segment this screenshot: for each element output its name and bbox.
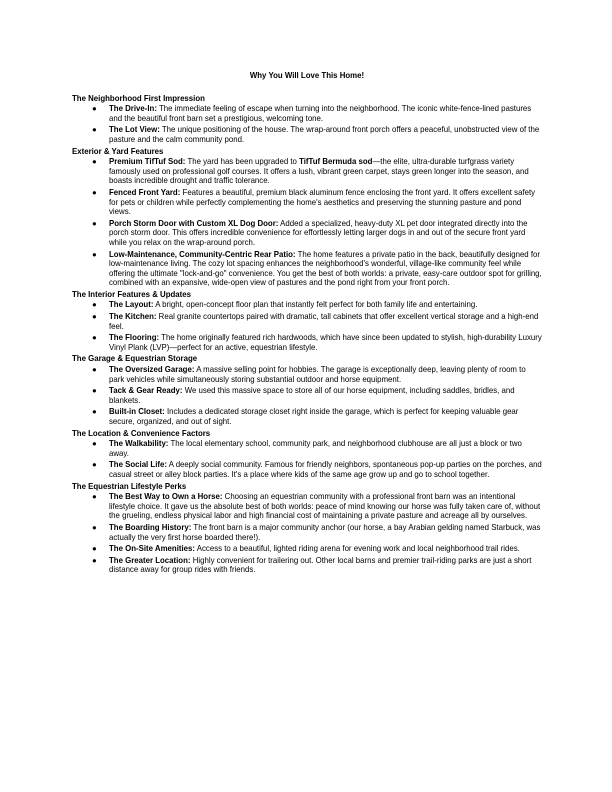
bullet-list xyxy=(72,157,542,288)
item-text: Added a specialized, heavy-duty XL pet door integrated directly into the porch storm door. This offers incredible convenience for effortlessly letting larger dogs in and out of the secure front yard while you relax on the wrap-around porch. xyxy=(109,218,528,247)
bullet-icon: ● xyxy=(92,544,97,554)
item-label: Built-in Closet: xyxy=(109,407,165,417)
section-heading: The Garage & Equestrian Storage xyxy=(72,354,198,364)
list-item xyxy=(72,492,542,521)
item-text: The local elementary school, community park, and neighborhood clubhouse are all just a block or two away. xyxy=(109,439,522,458)
bullet-list xyxy=(72,300,542,352)
item-text: A deeply social community. Famous for friendly neighbors, spontaneous pop-up parties on the porches, and casual street or alley block parties. It's a place where kids of the same age grow up and go to school together. xyxy=(109,460,542,479)
bullet-icon: ● xyxy=(92,125,97,135)
bullet-icon: ● xyxy=(92,218,97,228)
list-item xyxy=(72,460,542,479)
section-heading: The Neighborhood First Impression xyxy=(72,93,205,103)
item-text: The yard has been upgraded to xyxy=(185,157,300,167)
item-label: The Social Life: xyxy=(109,460,167,470)
item-label: The Boarding History: xyxy=(109,522,192,532)
item-text: Includes a dedicated storage closet right inside the garage, which is perfect for keeping valuable gear secure, organized, and out of sight. xyxy=(109,407,519,426)
bullet-icon: ● xyxy=(92,312,97,322)
item-label: The Lot View: xyxy=(109,125,160,135)
item-label: The Flooring: xyxy=(109,333,160,343)
document-title: Why You Will Love This Home! xyxy=(249,71,365,80)
item-label-inline: TifTuf Bermuda sod xyxy=(299,157,373,167)
item-text: We used this massive space to store all of our horse equipment, including saddles, bridles, and blankets. xyxy=(109,386,515,405)
list-item xyxy=(72,250,542,288)
section-garage xyxy=(72,354,542,426)
section-heading: Exterior & Yard Features xyxy=(72,146,164,156)
document-page xyxy=(72,71,542,577)
item-label: The Kitchen: xyxy=(109,312,157,322)
bullet-list xyxy=(72,104,542,144)
item-label: The Layout: xyxy=(109,300,154,310)
list-item xyxy=(72,125,542,144)
item-text: Choosing an equestrian community with a professional front barn was an intentional lifestyle choice. It gave us the absolute best of both worlds: peace of mind knowing our horse was fully taken care of, without the grueling, endless physical labor and high financial cost of maintaining a private pasture and acreage all by ourselves. xyxy=(109,492,541,521)
item-label: Tack & Gear Ready: xyxy=(109,386,183,396)
item-label: The Best Way to Own a Horse: xyxy=(109,492,223,502)
item-label: Porch Storm Door with Custom XL Dog Door: xyxy=(109,218,279,228)
section-heading: The Location & Convenience Factors xyxy=(72,428,211,438)
bullet-icon: ● xyxy=(92,522,97,532)
list-item xyxy=(72,300,542,310)
item-label: The Oversized Garage: xyxy=(109,365,195,375)
bullet-icon: ● xyxy=(92,407,97,417)
item-label: The Drive-In: xyxy=(109,104,157,114)
bullet-icon: ● xyxy=(92,365,97,375)
list-item xyxy=(72,365,542,384)
item-text: The front barn is a major community anchor (our horse, a bay Arabian gelding named Starbuck, was actually the very first horse boarded there!). xyxy=(109,522,541,542)
bullet-list xyxy=(72,439,542,479)
item-text: The unique positioning of the house. The wrap-around front porch offers a peaceful, unobstructed view of the pasture and the calm community pond. xyxy=(109,125,540,144)
list-item xyxy=(72,407,542,426)
list-item xyxy=(72,556,542,575)
bullet-icon: ● xyxy=(92,439,97,449)
bullet-icon: ● xyxy=(92,300,97,310)
list-item xyxy=(72,523,542,542)
item-text: Features a beautiful, premium black aluminum fence enclosing the front yard. It offers excellent safety for pets or children while perfectly complementing the home's aesthetics and preserving the stunning pasture and pond views. xyxy=(109,187,536,217)
bullet-icon: ● xyxy=(92,492,97,502)
section-exterior xyxy=(72,147,542,288)
item-text: Access to a beautiful, lighted riding arena for evening work and local neighborhood trail rides. xyxy=(195,544,520,554)
item-text: The home originally featured rich hardwoods, which have since been updated to stylish, high-durability Luxury Vinyl Plank (LVP)—perfect for an active, equestrian lifestyle. xyxy=(109,333,542,352)
list-item xyxy=(72,386,542,405)
bullet-icon: ● xyxy=(92,333,97,343)
list-item xyxy=(72,157,542,186)
item-text: The immediate feeling of escape when turning into the neighborhood. The iconic white-fence-lined pastures and the beautiful front barn set a prestigious, welcoming tone. xyxy=(109,104,532,123)
section-heading: The Interior Features & Updates xyxy=(72,289,191,299)
list-item xyxy=(72,333,542,352)
bullet-icon: ● xyxy=(92,555,97,565)
section-equestrian xyxy=(72,482,542,575)
item-text-continued: —the elite, ultra-durable turfgrass variety famously used on professional golf courses. It offers a lush, vibrant green carpet, stays green longer into the season, and boasts incredible drought and traffic tolerance. xyxy=(109,157,529,186)
list-item xyxy=(72,104,542,123)
item-text: A massive selling point for hobbies. The garage is exceptionally deep, leaving plenty of room to park vehicles while simultaneously storing substantial outdoor and horse equipment. xyxy=(109,365,526,384)
list-item xyxy=(72,188,542,217)
item-label: The On-Site Amenities: xyxy=(109,544,196,554)
item-text: Real granite countertops paired with dramatic, tall cabinets that offer excellent vertical storage and a high-end feel. xyxy=(109,312,539,331)
bullet-icon: ● xyxy=(92,249,97,259)
bullet-icon: ● xyxy=(92,187,97,197)
list-item xyxy=(72,544,542,554)
bullet-icon: ● xyxy=(92,104,97,114)
item-text: A bright, open-concept floor plan that instantly felt perfect for both family life and entertaining. xyxy=(153,300,478,310)
section-neighborhood xyxy=(72,94,542,145)
item-label: Fenced Front Yard: xyxy=(109,187,181,197)
item-label: The Walkability: xyxy=(109,439,169,449)
list-item xyxy=(72,219,542,248)
list-item xyxy=(72,439,542,458)
item-text: The home features a private patio in the back, beautifully designed for low-maintenance living. The cozy lot spacing enhances the neighborhood's wonderful, village-like community feel while offering the ultimate "lock-and-go" convenience. You get the best of both worlds: a private, easy-care outdoor spot for grilling, combined with an expansive, wide-open view of pastures and the pond right from your front porch. xyxy=(109,249,542,288)
item-label: Premium TifTuf Sod: xyxy=(109,157,186,167)
item-label: The Greater Location: xyxy=(109,555,191,565)
list-item xyxy=(72,312,542,331)
bullet-icon: ● xyxy=(92,386,97,396)
item-text: Highly convenient for trailering out. Other local barns and premier trail-riding parks are just a short distance away for group rides with friends. xyxy=(109,555,532,575)
section-location xyxy=(72,429,542,480)
section-interior xyxy=(72,290,542,353)
item-label: Low-Maintenance, Community-Centric Rear Patio: xyxy=(109,249,296,259)
bullet-icon: ● xyxy=(92,157,97,167)
bullet-icon: ● xyxy=(92,460,97,470)
bullet-list xyxy=(72,365,542,427)
bullet-list xyxy=(72,492,542,575)
section-heading: The Equestrian Lifestyle Perks xyxy=(72,481,187,491)
